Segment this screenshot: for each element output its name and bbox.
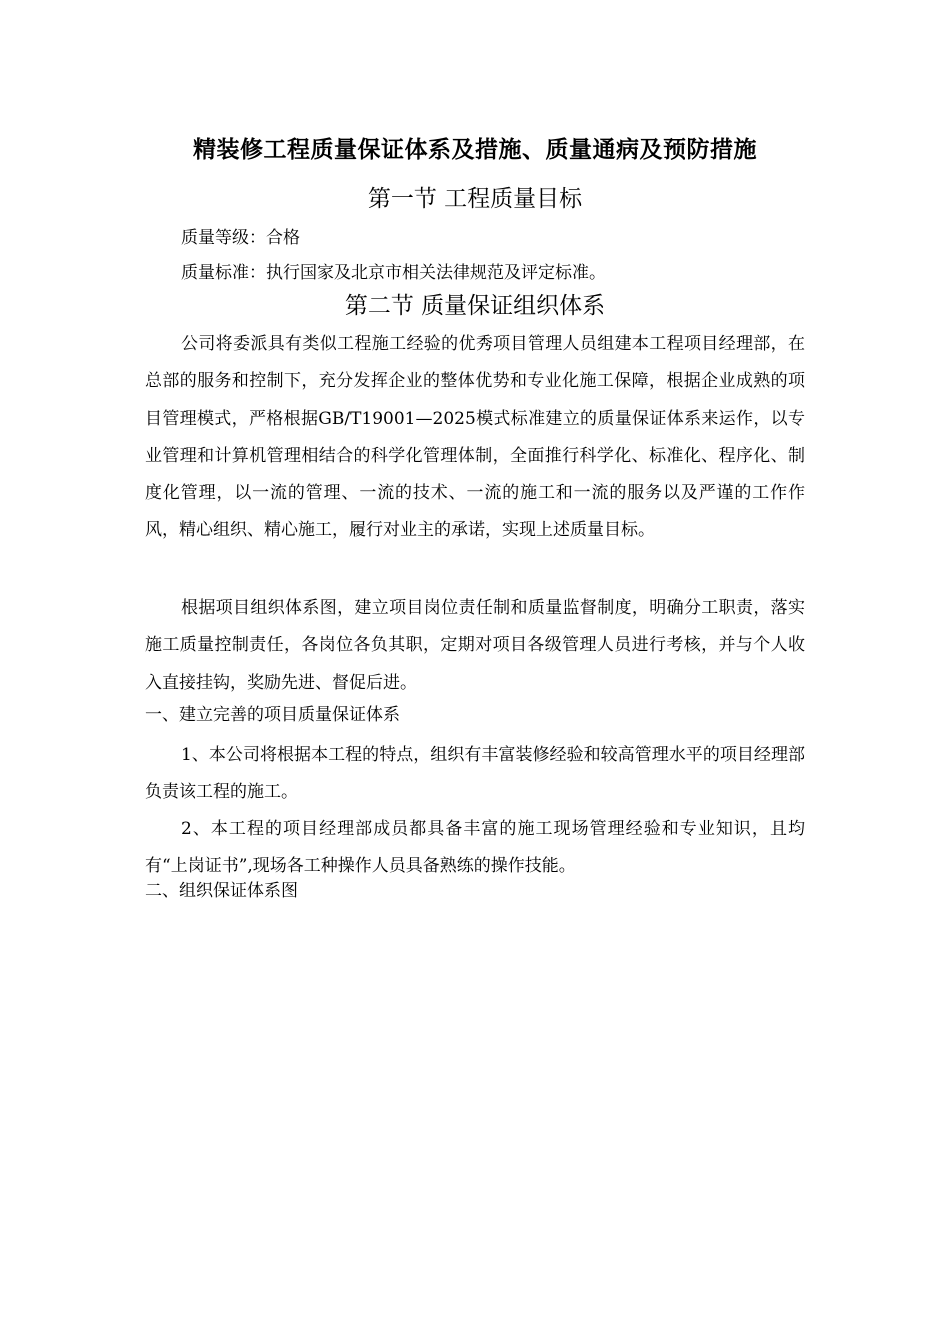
section-heading-quality-organization: 第二节 质量保证组织体系 xyxy=(344,293,606,319)
document-title: 精装修工程质量保证体系及措施、质量通病及预防措施 xyxy=(193,136,757,163)
organization-paragraph: 公司将委派具有类似工程施工经验的优秀项目管理人员组建本工程项目经理部，在总部的服务和控制下，充分发挥企业的整体优势和专业化施工保障，根据企业成熟的项目管理模式，严格根据GB/T19001—2025模式标准建立的质量保证体系来运作，以专业管理和计算机管理相结合的科学化管理体制，全面推行科学化、标准化、程序化、制度化管理，以一流的管理、一流的技术、一流的施工和一流的服务以及严谨的工作作风，精心组织、精心施工，履行对业主的承诺，实现上述质量目标。 xyxy=(145,334,805,541)
responsibility-paragraph: 根据项目组织体系图，建立项目岗位责任制和质量监督制度，明确分工职责，落实施工质量控制责任，各岗位各负其职，定期对项目各级管理人员进行考核，并与个人收入直接挂钩，奖励先进、督促后进。 xyxy=(145,598,805,693)
list-item-1: 1、本公司将根据本工程的特点，组织有丰富装修经验和较高管理水平的项目经理部负责该工程的施工。 xyxy=(145,745,805,803)
subheading-quality-system: 一、建立完善的项目质量保证体系 xyxy=(145,705,400,725)
quality-standard-line: 质量标准：执行国家及北京市相关法律规范及评定标准。 xyxy=(181,263,606,283)
list-item-2: 2、本工程的项目经理部成员都具备丰富的施工现场管理经验和专业知识，且均有“上岗证书”,现场各工种操作人员具备熟练的操作技能。 xyxy=(145,819,805,877)
section-heading-quality-target: 第一节 工程质量目标 xyxy=(367,186,583,212)
quality-grade-line: 质量等级：合格 xyxy=(181,228,300,248)
subheading-organization-chart: 二、组织保证体系图 xyxy=(145,881,298,901)
